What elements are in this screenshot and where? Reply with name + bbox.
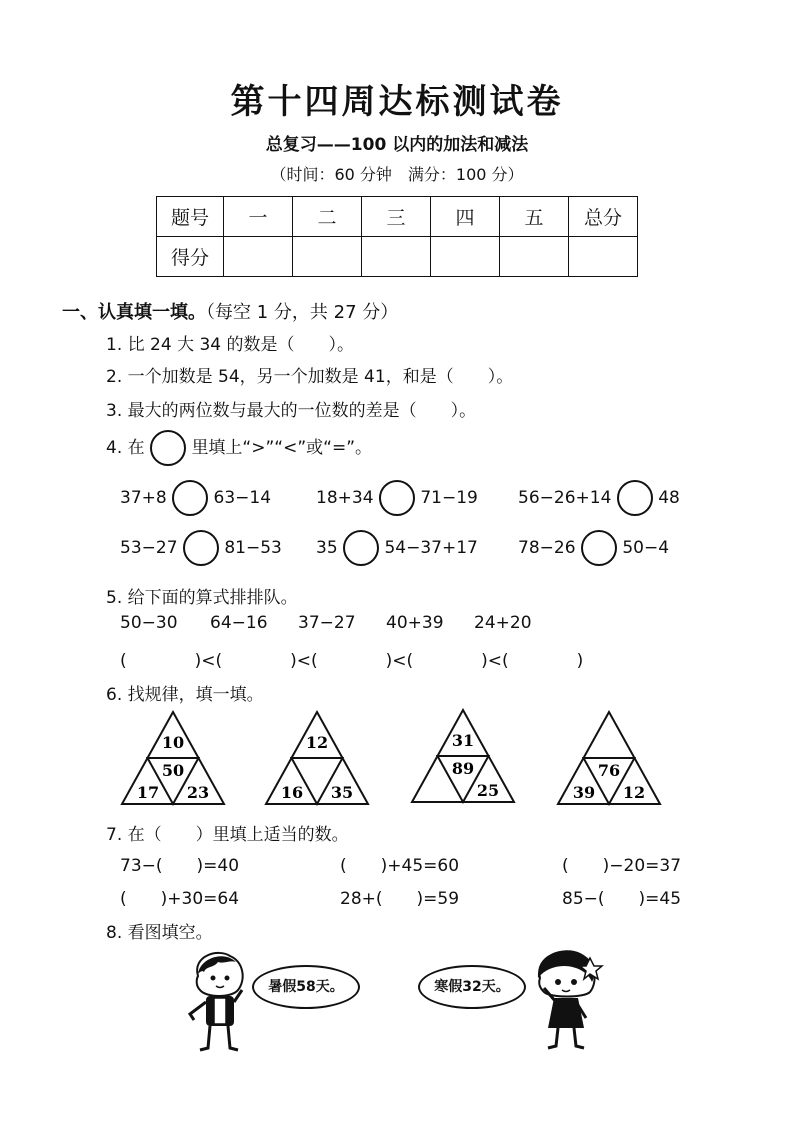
score-table-score-row xyxy=(157,237,638,277)
question-7: 7. 在（ ）里填上适当的数。 xyxy=(106,825,349,845)
pattern-triangle xyxy=(410,708,516,808)
triangle-right: 35 xyxy=(330,783,354,802)
question-4-suffix: 里填上“>”“<”或“=”。 xyxy=(191,438,373,458)
triangle-left: 17 xyxy=(136,783,160,802)
compare-item xyxy=(316,530,478,566)
compare-left: 37+8 xyxy=(120,488,167,508)
triangle-center: 76 xyxy=(597,761,621,780)
compare-left: 78−26 xyxy=(518,538,576,558)
score-cell: 一 xyxy=(224,197,293,237)
pattern-triangle xyxy=(120,710,226,810)
fill-blank-equation[interactable]: ( )+30=64 xyxy=(120,889,240,909)
score-cell: 题号 xyxy=(157,197,224,237)
compare-item xyxy=(120,530,282,566)
fill-blank-equation[interactable]: ( )−20=37 xyxy=(562,856,682,876)
question-4 xyxy=(106,430,372,466)
triangle-left: 16 xyxy=(280,783,304,802)
score-table-header-row xyxy=(157,197,638,237)
pattern-triangle xyxy=(264,710,370,810)
compare-circle-input[interactable] xyxy=(172,480,208,516)
q5-expr: 50−30 xyxy=(120,613,178,633)
compare-circle-input[interactable] xyxy=(581,530,617,566)
compare-circle-input[interactable] xyxy=(183,530,219,566)
score-cell: 二 xyxy=(293,197,362,237)
compare-left: 56−26+14 xyxy=(518,488,612,508)
score-input-cell[interactable] xyxy=(362,237,431,277)
compare-item xyxy=(518,480,680,516)
triangle-top: 10 xyxy=(161,733,185,752)
q5-expr: 37−27 xyxy=(298,613,356,633)
triangle-top: 12 xyxy=(305,733,329,752)
triangle-right: 12 xyxy=(622,783,646,802)
page-subtitle: 总复习——100 以内的加法和减法 xyxy=(265,135,529,155)
question-8: 8. 看图填空。 xyxy=(106,923,213,943)
compare-left: 53−27 xyxy=(120,538,178,558)
circle-icon xyxy=(150,430,186,466)
triangle-right: 25 xyxy=(476,781,500,800)
q5-expr: 24+20 xyxy=(474,613,532,633)
compare-right: 81−53 xyxy=(224,538,282,558)
page-title: 第十四周达标测试卷 xyxy=(230,82,564,122)
triangle-center: 50 xyxy=(161,761,185,780)
triangle-top: 31 xyxy=(451,731,475,750)
fill-blank-equation[interactable]: 85−( )=45 xyxy=(562,889,682,909)
question-4-prefix: 4. 在 xyxy=(106,438,145,458)
score-input-cell[interactable] xyxy=(569,237,638,277)
triangle-center: 89 xyxy=(451,759,475,778)
compare-right: 63−14 xyxy=(213,488,272,508)
girl-illustration xyxy=(528,948,604,1057)
score-cell: 四 xyxy=(431,197,500,237)
question-5: 5. 给下面的算式排排队。 xyxy=(106,588,298,608)
time-info: （时间：60 分钟 满分：100 分） xyxy=(270,165,524,184)
question-2: 2. 一个加数是 54，另一个加数是 41，和是（ ）。 xyxy=(106,367,514,387)
compare-circle-input[interactable] xyxy=(379,480,415,516)
compare-left: 18+34 xyxy=(316,488,374,508)
section-1-note: （每空 1 分，共 27 分） xyxy=(206,302,399,323)
section-1-header xyxy=(62,298,398,324)
section-1-heading: 一、认真填一填。 xyxy=(62,302,206,323)
girl-speech-bubble: 寒假32天。 xyxy=(418,965,526,1009)
compare-item xyxy=(518,530,669,566)
compare-left: 35 xyxy=(316,538,338,558)
score-input-cell[interactable] xyxy=(224,237,293,277)
q5-expr: 40+39 xyxy=(386,613,444,633)
triangle-right: 23 xyxy=(186,783,210,802)
fill-blank-equation[interactable]: ( )+45=60 xyxy=(340,856,460,876)
compare-circle-input[interactable] xyxy=(343,530,379,566)
score-cell: 得分 xyxy=(157,237,224,277)
question-6: 6. 找规律，填一填。 xyxy=(106,685,264,705)
triangle-left: 39 xyxy=(572,783,596,802)
q5-order-blanks[interactable]: ( )<( )<( )<( )<( ) xyxy=(120,651,584,671)
question-3: 3. 最大的两位数与最大的一位数的差是（ ）。 xyxy=(106,401,477,421)
score-input-cell[interactable] xyxy=(500,237,569,277)
compare-item xyxy=(316,480,478,516)
compare-right: 48 xyxy=(658,488,680,508)
boy-speech-bubble: 暑假58天。 xyxy=(252,965,360,1009)
score-cell: 三 xyxy=(362,197,431,237)
compare-right: 71−19 xyxy=(420,488,478,508)
pattern-triangle xyxy=(556,710,662,810)
fill-blank-equation[interactable]: 73−( )=40 xyxy=(120,856,240,876)
question-1: 1. 比 24 大 34 的数是（ ）。 xyxy=(106,335,355,355)
fill-blank-equation[interactable]: 28+( )=59 xyxy=(340,889,460,909)
score-cell: 五 xyxy=(500,197,569,237)
score-table xyxy=(156,196,638,277)
compare-circle-input[interactable] xyxy=(617,480,653,516)
q5-expr: 64−16 xyxy=(210,613,268,633)
score-input-cell[interactable] xyxy=(293,237,362,277)
compare-right: 54−37+17 xyxy=(384,538,478,558)
compare-right: 50−4 xyxy=(622,538,670,558)
compare-item xyxy=(120,480,271,516)
boy-illustration xyxy=(184,950,254,1059)
score-cell: 总分 xyxy=(569,197,638,237)
score-input-cell[interactable] xyxy=(431,237,500,277)
